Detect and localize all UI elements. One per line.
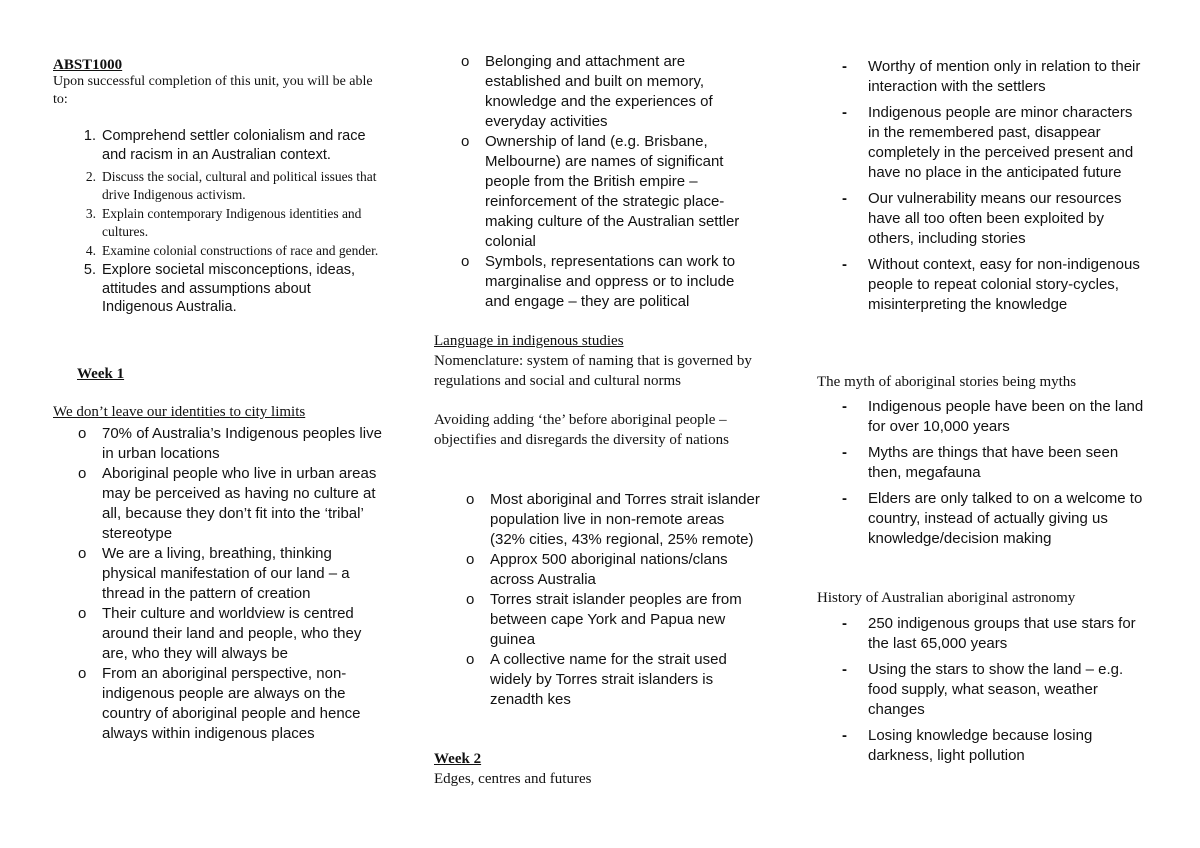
week-2-subtitle: Edges, centres and futures (434, 771, 592, 787)
dash-bullet-icon: - (842, 490, 847, 507)
dash-bullet-icon: - (842, 256, 847, 273)
list-item: o Aboriginal people who live in urban areas may be perceived as having no culture at all, because they don’t fit into the ‘tribal’ stereotype (78, 465, 377, 542)
avoiding-paragraph: Avoiding adding ‘the’ before aboriginal people – objectifies and disregards the diversity of nations (434, 412, 729, 448)
dash-bullet-icon: - (842, 398, 847, 415)
outcome-text: Comprehend settler colonialism and race and racism in an Australian context. (102, 128, 366, 163)
nomenclature-paragraph: Nomenclature: system of naming that is governed by regulations and social and cultural norms (434, 353, 752, 389)
list-item: o Approx 500 aboriginal nations/clans across Australia (466, 551, 728, 588)
list-item: - Without context, easy for non-indigenous people to repeat colonial story-cycles, misinterpreting the knowledge (842, 256, 1140, 313)
circle-bullet-icon: o (78, 425, 87, 442)
section-heading-language: Language in indigenous studies (434, 333, 624, 349)
list-item: - Our vulnerability means our resources have all too often been exploited by others, including stories (842, 190, 1122, 247)
circle-bullet-icon: o (78, 465, 87, 482)
place-bullet-list (461, 52, 760, 312)
list-item: o 70% of Australia’s Indigenous peoples live in urban locations (78, 425, 382, 462)
list-item: - Using the stars to show the land – e.g. food supply, what season, weather changes (842, 661, 1124, 718)
astronomy-dash-list (842, 614, 1148, 766)
list-item: o Belonging and attachment are established and built on memory, knowledge and the experiences of everyday activities (461, 53, 713, 130)
outcome-text: Explore societal misconceptions, ideas, attitudes and assumptions about Indigenous Australia. (102, 262, 356, 315)
dash-bullet-icon: - (842, 190, 847, 207)
dash-bullet-icon: - (842, 444, 847, 461)
dash-bullet-icon: - (842, 58, 847, 75)
list-item: o Torres strait islander peoples are from between cape York and Papua new guinea (466, 591, 742, 648)
dash-bullet-icon: - (842, 615, 847, 632)
outcome-text: Explain contemporary Indigenous identities and cultures. (102, 206, 362, 239)
week-2-heading: Week 2 (434, 751, 482, 767)
list-item: - Losing knowledge because losing darkness, light pollution (842, 727, 1093, 764)
outcome-item (85, 242, 382, 260)
outcome-text: Discuss the social, cultural and political issues that drive Indigenous activism. (102, 169, 377, 202)
outcome-number: 1. (83, 128, 96, 144)
dash-bullet-icon: - (842, 727, 847, 744)
outcome-number: 5. (83, 262, 96, 278)
outcome-number: 3. (85, 206, 96, 221)
list-item: - Worthy of mention only in relation to their interaction with the settlers (842, 58, 1141, 95)
identities-bullet-list (78, 424, 384, 744)
list-item: o We are a living, breathing, thinking physical manifestation of our land – a thread in the pattern of creation (78, 545, 350, 602)
circle-bullet-icon: o (466, 651, 475, 668)
circle-bullet-icon: o (466, 591, 475, 608)
circle-bullet-icon: o (78, 605, 87, 622)
list-item: - Indigenous people are minor characters in the remembered past, disappear completely in the perceived present and have no place in the anticipated future (842, 104, 1134, 181)
unit-code-title: ABST1000 (53, 57, 123, 73)
list-item: - Elders are only talked to on a welcome to country, instead of actually giving us knowledge/decision making (842, 490, 1143, 547)
section-heading-astronomy: History of Australian aboriginal astronomy (817, 590, 1076, 606)
myth-dash-list (842, 397, 1148, 549)
circle-bullet-icon: o (78, 545, 87, 562)
outcome-item (85, 205, 382, 241)
list-item: - Myths are things that have been seen then, megafauna (842, 444, 1119, 481)
list-item: o Ownership of land (e.g. Brisbane, Melbourne) are names of significant people from the British empire – reinforcement of the strategic place-making culture of the Australian settler colonial (461, 133, 740, 250)
population-bullet-list (466, 490, 762, 710)
dash-bullet-icon: - (842, 661, 847, 678)
outcome-text: Examine colonial constructions of race and gender. (102, 243, 379, 258)
list-item: o Most aboriginal and Torres strait islander population live in non-remote areas (32% cities, 43% regional, 25% remote) (466, 491, 760, 548)
outcome-item (83, 261, 382, 317)
dash-bullet-icon: - (842, 104, 847, 121)
outcome-item (83, 127, 382, 164)
section-heading-identities: We don’t leave our identities to city limits (53, 404, 306, 420)
circle-bullet-icon: o (461, 53, 470, 70)
list-item: o A collective name for the strait used widely by Torres strait islanders is zenadth kes (466, 651, 727, 708)
outcome-number: 4. (85, 243, 96, 258)
list-item: o From an aboriginal perspective, non-indigenous people are always on the country of aboriginal people and hence always within indigenous places (78, 665, 361, 742)
list-item: - Indigenous people have been on the land for over 10,000 years (842, 398, 1144, 435)
learning-outcomes-list (83, 127, 382, 317)
circle-bullet-icon: o (466, 551, 475, 568)
circle-bullet-icon: o (466, 491, 475, 508)
circle-bullet-icon: o (461, 133, 470, 150)
list-item: o Their culture and worldview is centred around their land and people, who they are, who they will always be (78, 605, 362, 662)
settler-dash-list (842, 57, 1148, 315)
circle-bullet-icon: o (461, 253, 470, 270)
outcome-item (85, 168, 382, 204)
unit-intro: Upon successful completion of this unit, you will be able to: (53, 74, 373, 107)
section-heading-myth: The myth of aboriginal stories being myths (817, 374, 1077, 390)
list-item: - 250 indigenous groups that use stars for the last 65,000 years (842, 615, 1136, 652)
circle-bullet-icon: o (78, 665, 87, 682)
list-item: o Symbols, representations can work to marginalise and oppress or to include and engage – they are political (461, 253, 736, 310)
outcome-number: 2. (85, 169, 96, 184)
week-1-heading: Week 1 (77, 366, 125, 382)
